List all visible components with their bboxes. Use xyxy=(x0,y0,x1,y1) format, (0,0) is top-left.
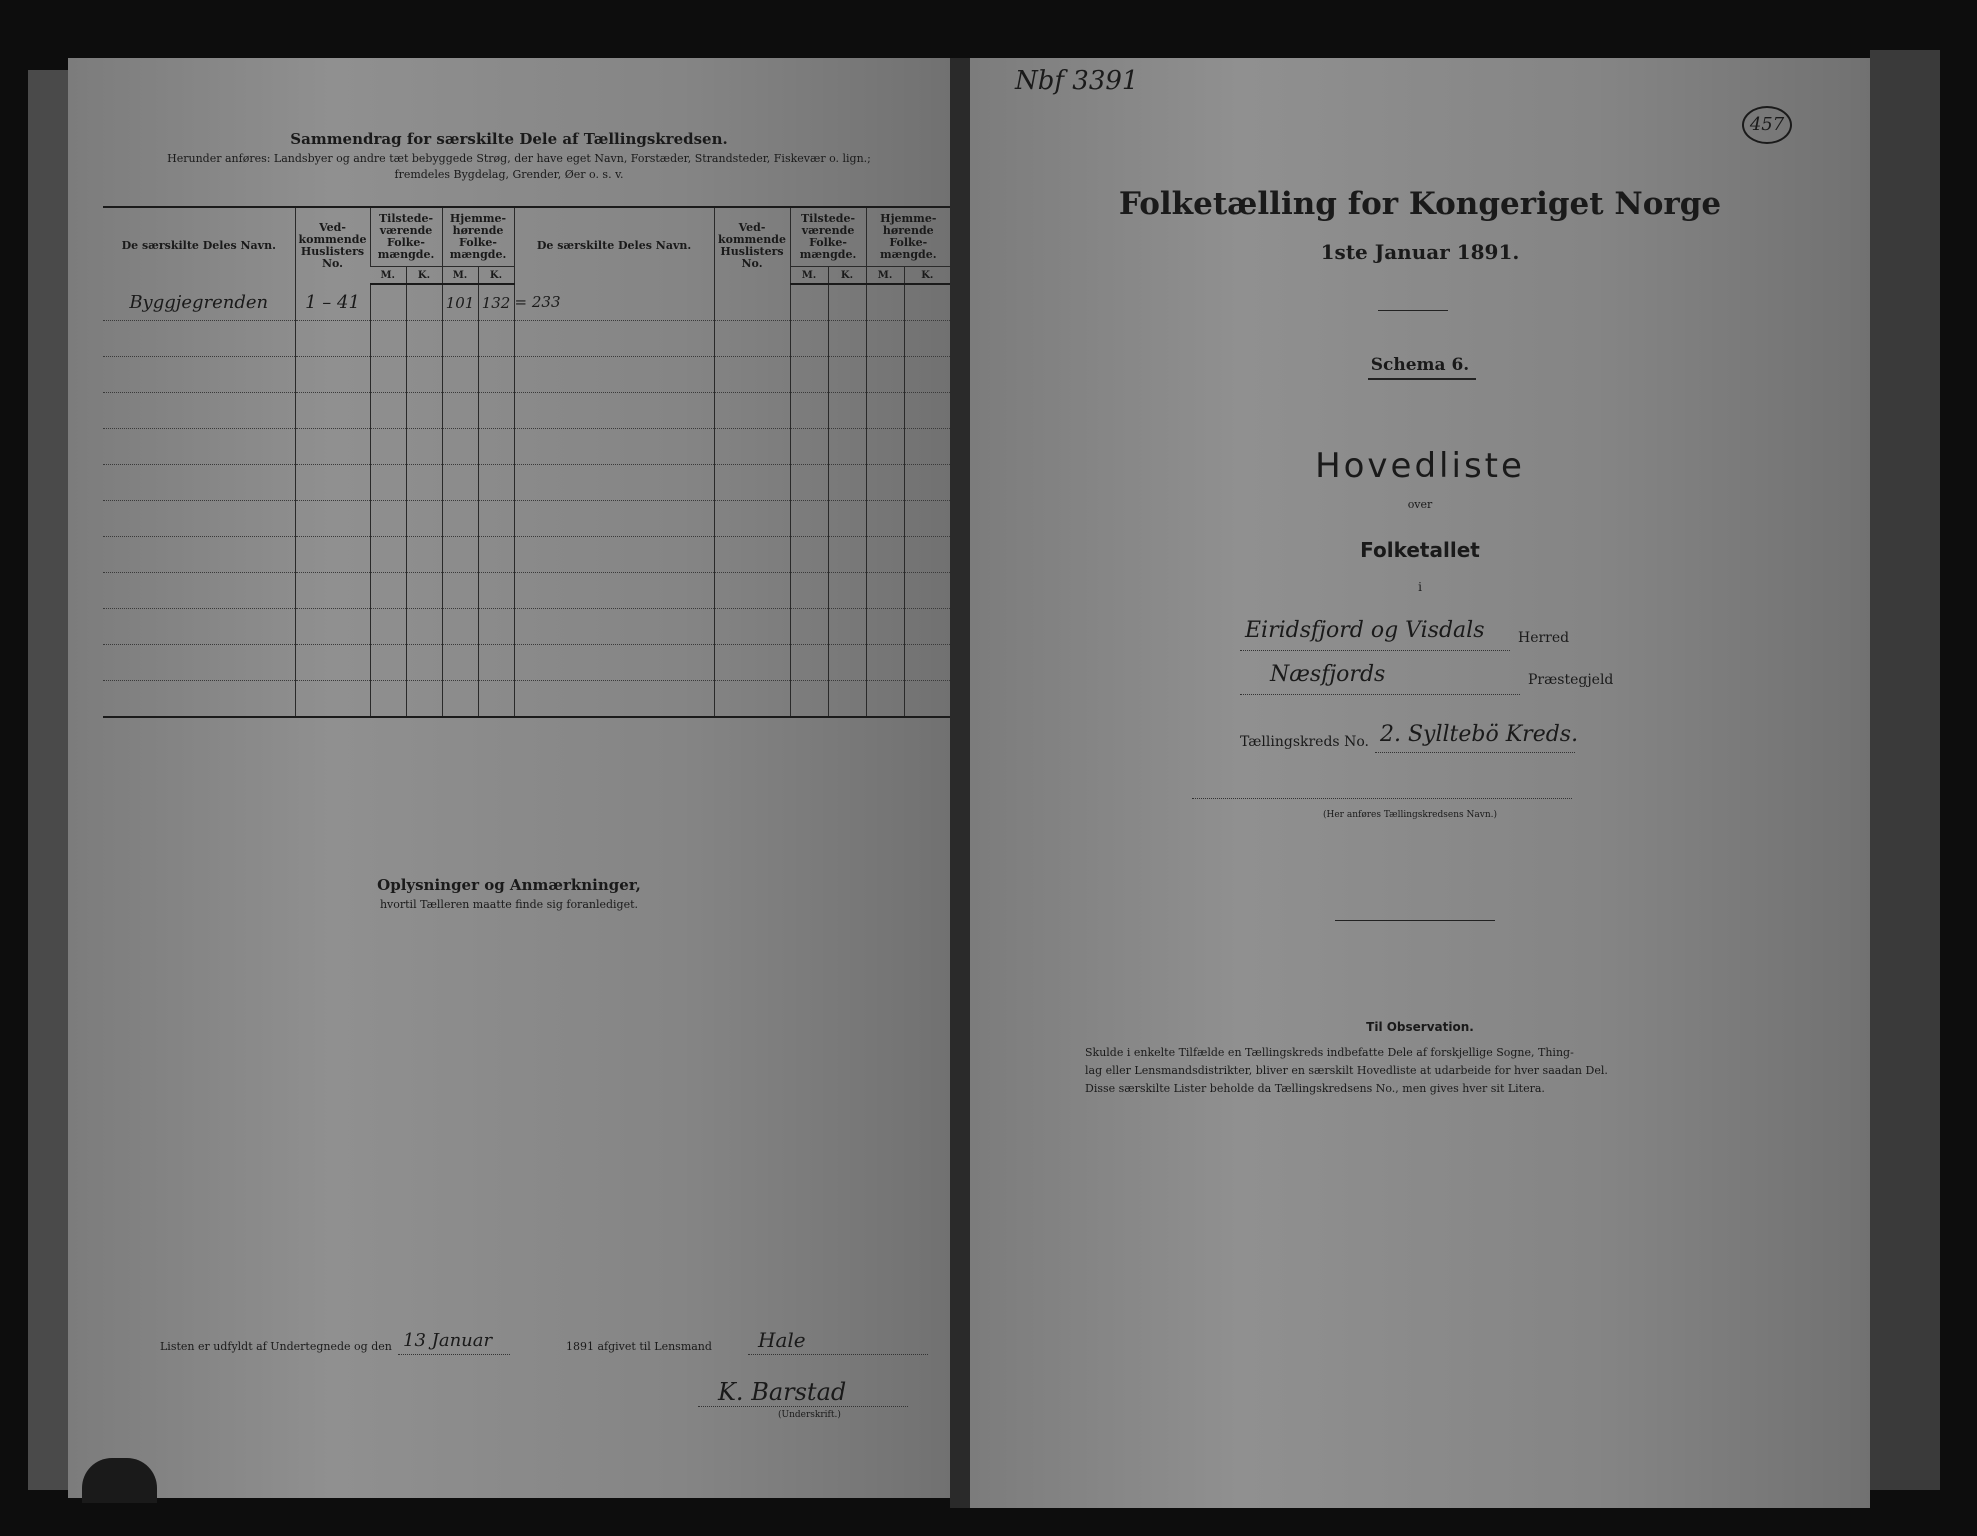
prestegjeld-name: Næsfjords xyxy=(1270,662,1386,687)
schema-number: Schema 6. xyxy=(1370,355,1470,375)
signature-caption: (Underskrift.) xyxy=(778,1410,841,1420)
row-total: = 233 xyxy=(514,284,714,321)
over-label: over xyxy=(1407,498,1433,511)
table-row xyxy=(103,465,950,501)
book-gutter xyxy=(950,58,970,1508)
col-header-m: M. xyxy=(866,267,904,285)
summary-subtitle-1: Herunder anføres: Landsbyer og andre tæt bebyggede Strøg, der have eget Navn, Forstæder, Strandsteder, Fiskevær o. lign.; xyxy=(167,152,871,165)
col-header-lists-2: Ved-kommende Huslisters No. xyxy=(714,207,790,284)
page-number-stamp: 457 xyxy=(1742,106,1792,144)
col-header-m: M. xyxy=(790,267,828,285)
col-header-present-2: Tilstede-værende Folke-mængde. xyxy=(790,207,866,267)
kreds-value: 2. Sylltebö Kreds. xyxy=(1380,722,1579,747)
table-row xyxy=(103,609,950,645)
table-row xyxy=(103,573,950,609)
col-header-k: K. xyxy=(828,267,866,285)
book-edge-right xyxy=(1870,50,1940,1490)
table-row xyxy=(103,357,950,393)
signoff-lensmand: Hale xyxy=(758,1328,806,1352)
row-lists: 1 – 41 xyxy=(295,284,370,321)
right-page xyxy=(970,58,1870,1508)
thumb-shadow xyxy=(82,1458,157,1503)
table-row xyxy=(103,681,950,718)
row-resident-m: 101 xyxy=(442,284,478,321)
book-edge-left xyxy=(28,70,68,1490)
observation-line-3: Disse særskilte Lister beholde da Tællingskredsens No., men gives hver sit Litera. xyxy=(1085,1082,1545,1095)
archive-note: Nbf 3391 xyxy=(1015,66,1139,96)
table-row xyxy=(103,321,950,357)
table-row xyxy=(103,284,950,321)
summary-table xyxy=(103,206,950,718)
table-row xyxy=(103,537,950,573)
col-header-k: K. xyxy=(478,267,514,285)
col-header-m: M. xyxy=(442,267,478,285)
left-page xyxy=(68,58,950,1498)
col-header-k: K. xyxy=(904,267,950,285)
summary-title: Sammendrag for særskilte Dele af Tællingskredsen. xyxy=(290,130,728,148)
kreds-label: Tællingskreds No. xyxy=(1240,734,1369,750)
kreds-caption: (Her anføres Tællingskredsens Navn.) xyxy=(1322,810,1497,820)
signature: K. Barstad xyxy=(718,1378,847,1406)
signoff-prefix: Listen er udfyldt af Undertegnede og den xyxy=(160,1340,392,1353)
table-row xyxy=(103,429,950,465)
table-row xyxy=(103,501,950,537)
observation-line-1: Skulde i enkelte Tilfælde en Tællingskreds indbefatte Dele af forskjellige Sogne, Thing- xyxy=(1085,1046,1574,1059)
table-row xyxy=(103,393,950,429)
col-header-name-2: De særskilte Deles Navn. xyxy=(514,207,714,284)
folketallet-heading: Folketallet xyxy=(1360,538,1480,562)
hovedliste-heading: Hovedliste xyxy=(1315,446,1525,486)
signoff-date: 13 Januar xyxy=(403,1330,493,1351)
herred-label: Herred xyxy=(1518,630,1570,646)
remarks-title: Oplysninger og Anmærkninger, xyxy=(377,876,641,894)
col-header-resident-2: Hjemme-hørende Folke-mængde. xyxy=(866,207,950,267)
col-header-resident: Hjemme-hørende Folke-mængde. xyxy=(442,207,514,267)
prestegjeld-label: Præstegjeld xyxy=(1528,672,1614,688)
col-header-lists: Ved-kommende Huslisters No. xyxy=(295,207,370,284)
main-title: Folketælling for Kongeriget Norge xyxy=(1118,186,1722,222)
col-header-k: K. xyxy=(406,267,442,285)
observation-title: Til Observation. xyxy=(1366,1020,1474,1034)
signoff-middle: 1891 afgivet til Lensmand xyxy=(566,1340,712,1353)
observation-line-2: lag eller Lensmandsdistrikter, bliver en særskilt Hovedliste at udarbeide for hver saadan Del. xyxy=(1085,1064,1608,1077)
col-header-name: De særskilte Deles Navn. xyxy=(103,207,295,284)
row-name: Byggjegrenden xyxy=(103,284,295,321)
remarks-subtitle: hvortil Tælleren maatte finde sig foranlediget. xyxy=(379,898,639,911)
col-header-present: Tilstede-værende Folke-mængde. xyxy=(370,207,442,267)
census-date: 1ste Januar 1891. xyxy=(1320,240,1520,264)
row-resident-k: 132 xyxy=(478,284,514,321)
i-label: i xyxy=(1418,580,1422,594)
table-row xyxy=(103,645,950,681)
summary-subtitle-2: fremdeles Bygdelag, Grender, Øer o. s. v. xyxy=(394,168,624,181)
herred-name: Eiridsfjord og Visdals xyxy=(1245,618,1485,643)
col-header-m: M. xyxy=(370,267,406,285)
